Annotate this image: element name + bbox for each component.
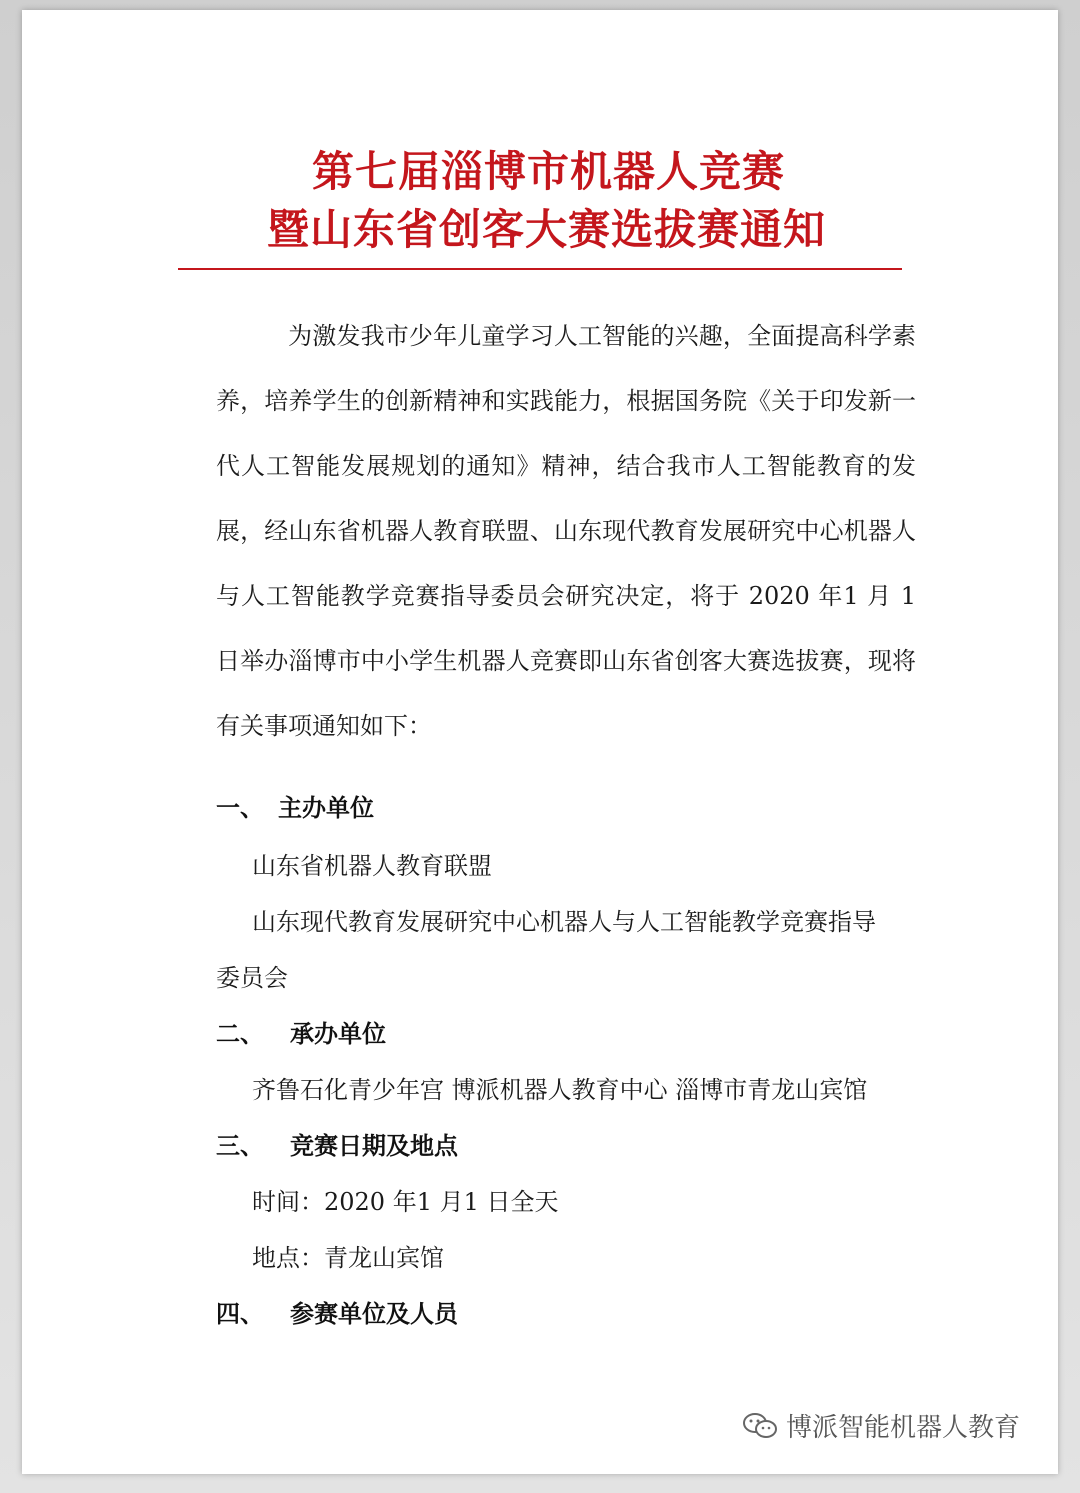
section-heading-4: [216, 1298, 458, 1330]
section-number: 四、: [216, 1300, 264, 1328]
section-number: 三、: [216, 1132, 264, 1160]
section-number: 二、: [216, 1020, 264, 1048]
section-1-line-1: 山东省机器人教育联盟: [252, 852, 492, 880]
section-title: 承办单位: [290, 1020, 386, 1048]
section-number: 一、: [216, 794, 264, 822]
title-divider: [178, 268, 902, 270]
wechat-watermark: [742, 1407, 1020, 1444]
intro-paragraph: [216, 304, 916, 759]
intro-text: 为激发我市少年儿童学习人工智能的兴趣，全面提高科学素养，培养学生的创新精神和实践能力，根据国务院《关于印发新一代人工智能发展规划的通知》精神，结合我市人工智能教育的发展，经山东省机器人教育联盟、山东现代教育发展研究中心机器人与人工智能教学竞赛指导委员会研究决定，将于 2020 年1 月 1 日举办淄博市中小学生机器人竞赛即山东省创客大赛选拔赛，现将有关事项通知如下：: [216, 322, 916, 740]
watermark-text: 博派智能机器人教育: [785, 1413, 1020, 1443]
section-title: 竞赛日期及地点: [290, 1132, 458, 1160]
section-heading-3: [216, 1130, 458, 1162]
section-heading-1: [216, 792, 374, 824]
title-line-2: 暨山东省创客大赛选拔赛通知: [267, 205, 827, 254]
section-heading-2: [216, 1018, 386, 1050]
section-2-line-1: 齐鲁石化青少年宫 博派机器人教育中心 淄博市青龙山宾馆: [252, 1076, 868, 1104]
section-title: 参赛单位及人员: [290, 1300, 458, 1328]
document-page: [22, 10, 1058, 1474]
section-3-line-2: 地点：青龙山宾馆: [252, 1244, 444, 1272]
section-1-line-3: 委员会: [216, 964, 288, 992]
wechat-icon: [742, 1412, 778, 1440]
section-3-line-1: 时间：2020 年1 月1 日全天: [252, 1188, 559, 1216]
title-line-1: 第七届淄博市机器人竞赛: [312, 147, 786, 196]
section-title: 主办单位: [278, 794, 374, 822]
section-1-line-2: 山东现代教育发展研究中心机器人与人工智能教学竞赛指导: [252, 908, 876, 936]
